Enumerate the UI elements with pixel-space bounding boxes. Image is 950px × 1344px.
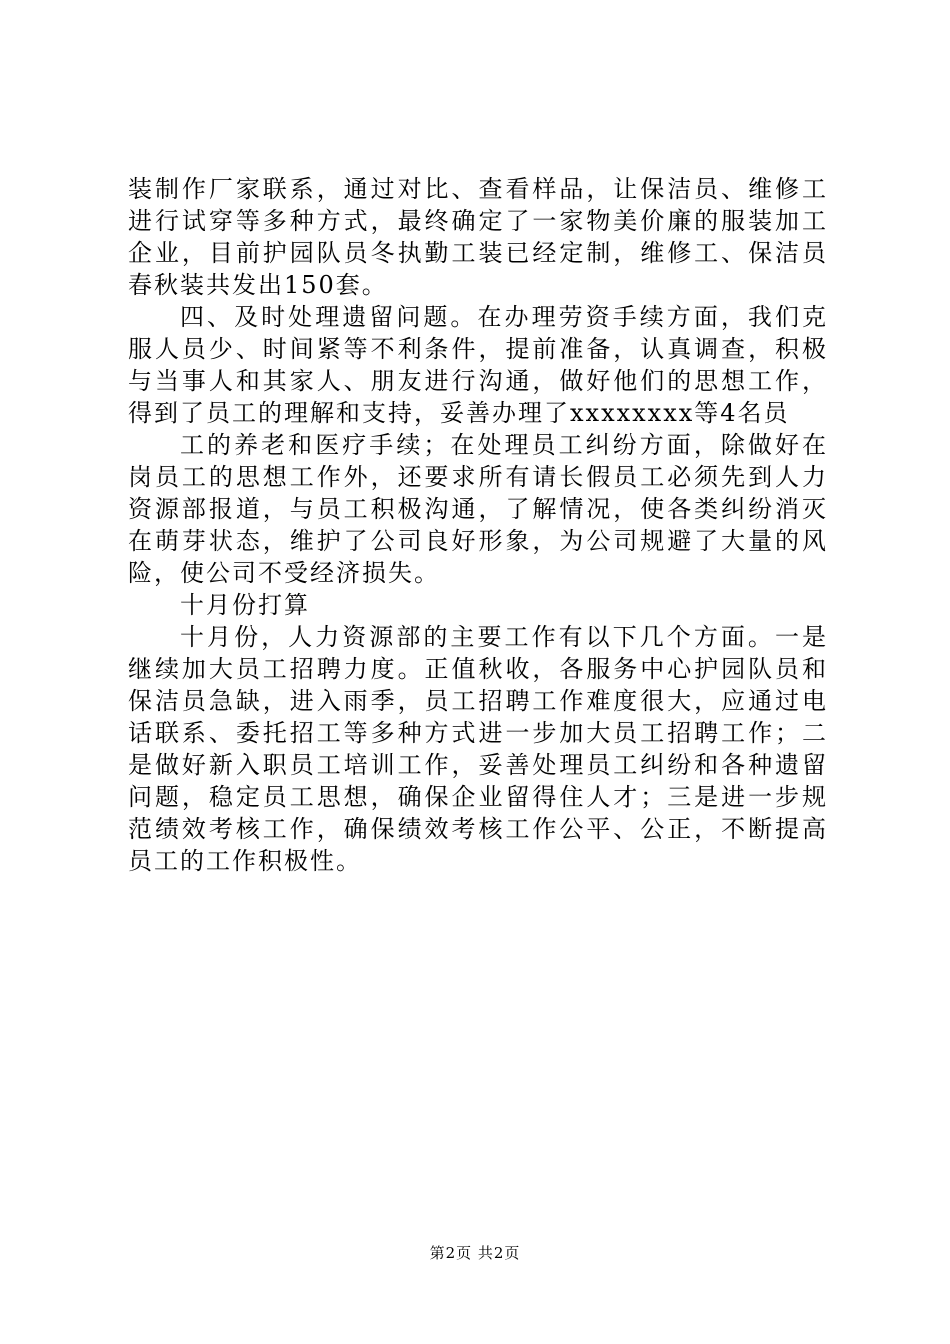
paragraph-item-four: 四、及时处理遗留问题。在办理劳资手续方面，我们克服人员少、时间紧等不利条件，提前准备，认真调查，积极与当事人和其家人、朋友进行沟通，做好他们的思想工作，得到了员工的理解和支持，妥善办理了xxxxxxxx等4名员 xyxy=(128,303,828,427)
paragraph-dispute-handling: 工的养老和医疗手续；在处理员工纠纷方面，除做好在岗员工的思想工作外，还要求所有请长假员工必须先到人力资源部报道，与员工积极沟通，了解情况，使各类纠纷消灭在萌芽状态，维护了公司良好形象，为公司规避了大量的风险，使公司不受经济损失。 xyxy=(128,431,828,587)
section-heading-october-plan: 十月份打算 xyxy=(180,591,310,619)
document-body xyxy=(128,173,828,877)
page-number-footer: 第2页 共2页 xyxy=(429,1244,521,1262)
paragraph-october-work: 十月份，人力资源部的主要工作有以下几个方面。一是继续加大员工招聘力度。正值秋收，各服务中心护园队员和保洁员急缺，进入雨季，员工招聘工作难度很大，应通过电话联系、委托招工等多种方式进一步加大员工招聘工作；二是做好新入职员工培训工作，妥善处理员工纠纷和各种遗留问题，稳定员工思想，确保企业留得住人才；三是进一步规范绩效考核工作，确保绩效考核工作公平、公正，不断提高员工的工作积极性。 xyxy=(128,623,828,875)
paragraph-continued: 装制作厂家联系，通过对比、查看样品，让保洁员、维修工进行试穿等多种方式，最终确定了一家物美价廉的服装加工企业，目前护园队员冬执勤工装已经定制，维修工、保洁员春秋装共发出150套。 xyxy=(128,175,828,299)
